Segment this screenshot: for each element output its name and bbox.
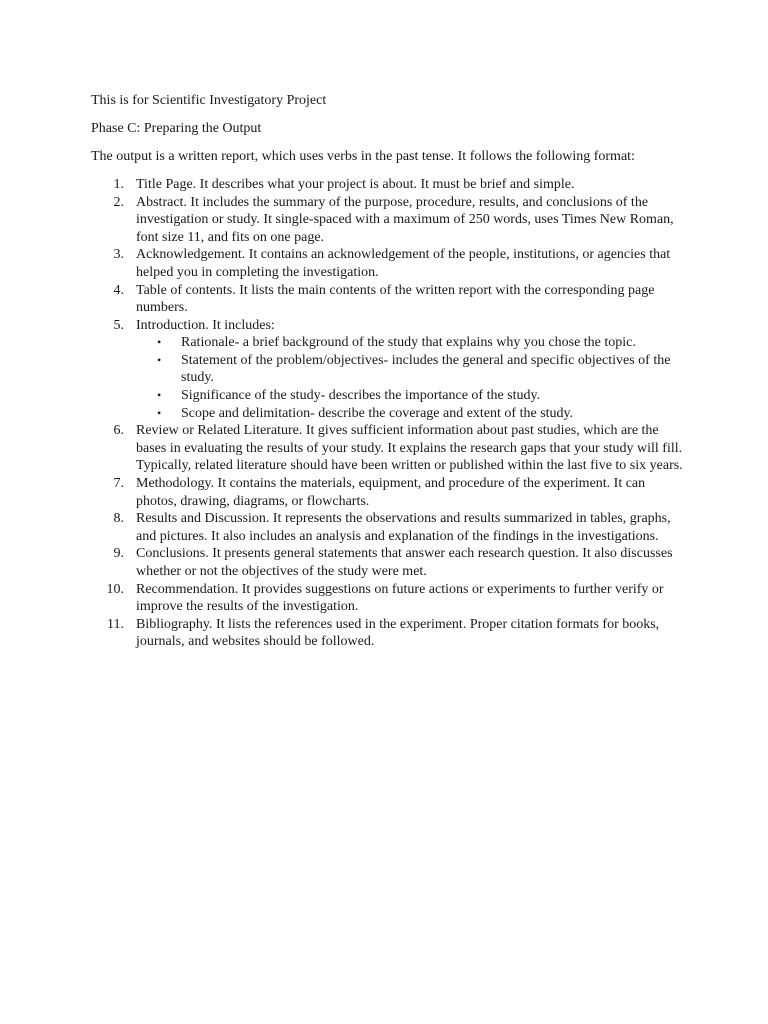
list-item (91, 616, 686, 651)
bullet-icon: • (157, 352, 162, 367)
sublist-item-text: Statement of the problem/objectives- includes the general and specific objectives of the study. (181, 352, 671, 386)
list-item (91, 176, 686, 194)
phase-heading: Phase C: Preparing the Output (91, 120, 262, 136)
list-item (91, 194, 686, 247)
list-item-number: 5. (113, 317, 124, 333)
list-item (91, 422, 686, 475)
bullet-icon: • (157, 388, 162, 403)
list-item-text: Results and Discussion. It represents the observations and results summarized in tables, graphs, and pictures. It also includes an analysis and explanation of the findings in the investigations. (136, 511, 671, 544)
list-item-text: Conclusions. It presents general statements that answer each research question. It also discusses whether or not the objectives of the study were met. (136, 546, 673, 580)
list-item-text: Table of contents. It lists the main contents of the written report with the corresponding page numbers. (136, 282, 655, 316)
list-item-number: 8. (113, 511, 124, 527)
list-item-text: Abstract. It includes the summary of the purpose, procedure, results, and conclusions of the investigation or study. It single-spaced with a maximum of 250 words, uses Times New Roman, font size 11, and fits on one page. (136, 194, 674, 245)
list-item-number: 3. (113, 247, 124, 263)
sublist-item (136, 405, 686, 423)
list-item (91, 282, 686, 317)
list-item-number: 10. (106, 581, 124, 597)
list-item-number: 6. (113, 423, 124, 439)
intro-paragraph: The output is a written report, which uses verbs in the past tense. It follows the following format: (91, 148, 635, 164)
document-body (91, 92, 686, 651)
sublist-item-text: Scope and delimitation- describe the coverage and extent of the study. (181, 405, 574, 421)
list-item-text: Recommendation. It provides suggestions on future actions or experiments to further verify or improve the results of the investigation. (136, 581, 664, 615)
list-item (91, 581, 686, 616)
sublist-item (136, 352, 686, 387)
list-item-number: 4. (113, 282, 124, 298)
list-item-number: 7. (113, 476, 124, 492)
list-item (91, 317, 686, 423)
list-item-text: Introduction. It includes: (136, 317, 275, 333)
list-item-number: 9. (113, 546, 124, 562)
format-list (91, 176, 686, 651)
list-item-text: Acknowledgement. It contains an acknowledgement of the people, institutions, or agencies that helped you in completing the investigation. (136, 247, 671, 280)
project-title-line: This is for Scientific Investigatory Project (91, 93, 327, 108)
list-item-text: Review or Related Literature. It gives sufficient information about past studies, which are the bases in evaluating the results of your study. It explains the research gaps that your study will fill. Typically, related literature should have been written or published within the last five to six years. (136, 423, 683, 474)
list-item-text: Title Page. It describes what your project is about. It must be brief and simple. (136, 176, 575, 192)
list-item (91, 510, 686, 545)
list-item (91, 545, 686, 580)
list-item (91, 246, 686, 281)
introduction-sublist (136, 334, 686, 422)
list-item (91, 475, 686, 510)
sublist-item (136, 387, 686, 405)
list-item-number: 1. (113, 176, 124, 192)
bullet-icon: • (157, 405, 162, 420)
sublist-item-text: Rationale- a brief background of the study that explains why you chose the topic. (181, 335, 636, 351)
list-item-number: 11. (107, 616, 124, 632)
bullet-icon: • (157, 335, 162, 350)
sublist-item-text: Significance of the study- describes the importance of the study. (181, 388, 541, 404)
list-item-number: 2. (113, 194, 124, 210)
sublist-item (136, 334, 686, 352)
list-item-text: Bibliography. It lists the references used in the experiment. Proper citation formats for books, journals, and websites should be followed. (136, 616, 660, 650)
list-item-text: Methodology. It contains the materials, equipment, and procedure of the experiment. It can photos, drawing, diagrams, or flowcharts. (136, 476, 646, 509)
